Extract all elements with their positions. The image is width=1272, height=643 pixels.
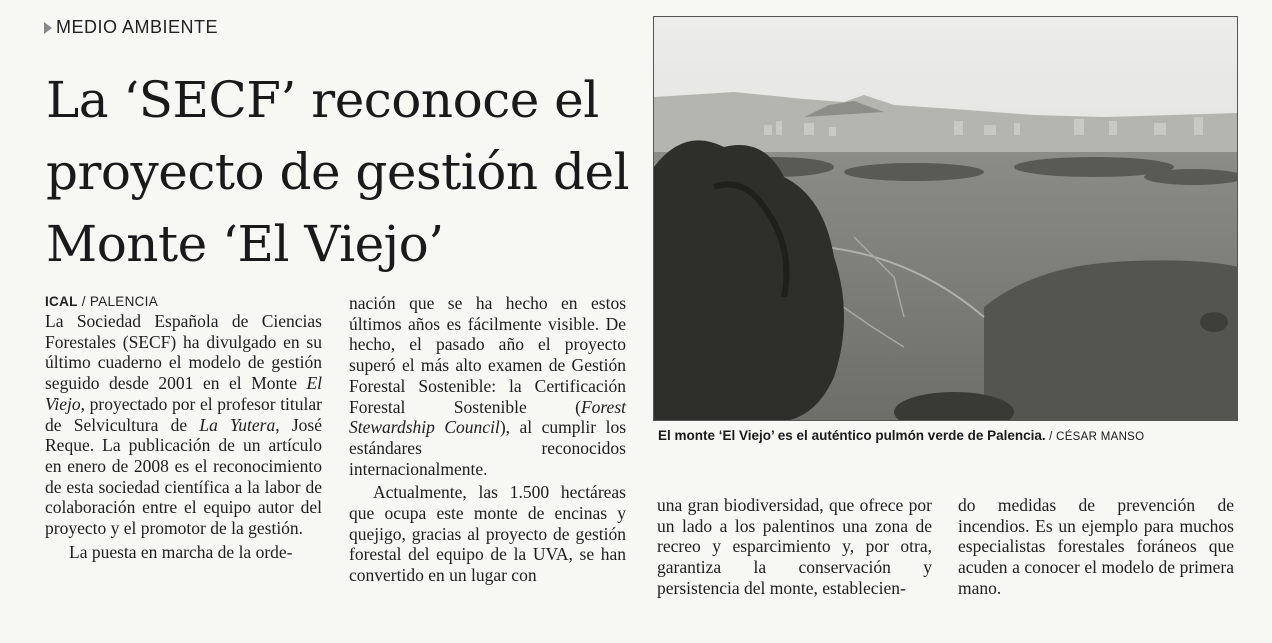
paragraph-4: Actualmente, las 1.500 hectáreas que ocupa este monte de encinas y quejigo, gracias al proyecto de gestión forestal del equipo de la UVA, se han convertido en un lugar con bbox=[349, 482, 626, 586]
paragraph-5: una gran biodiversidad, que ofrece por un lado a los palentinos una zona de recreo y esparcimiento y, por otra, garantiza la conservación y persistencia del monte, establecien- bbox=[657, 495, 932, 598]
article-column-2 bbox=[349, 293, 626, 586]
section-arrow-icon bbox=[44, 22, 52, 34]
photo-monte-el-viejo bbox=[653, 16, 1238, 421]
p3-text-a: nación que se ha hecho en estos últimos años es fácilmente visible. De hecho, el pasado año el proyecto superó el más alto examen de Gestión Forestal Sostenible: la Certificación Forestal Sostenible ( bbox=[349, 293, 626, 417]
article-column-4 bbox=[958, 495, 1234, 599]
byline-separator: / bbox=[77, 294, 90, 309]
byline-place: PALENCIA bbox=[89, 294, 159, 309]
photo-caption bbox=[658, 428, 1243, 443]
p1-italic-yutera: La Yutera bbox=[199, 414, 276, 435]
landscape-photo bbox=[654, 17, 1238, 421]
caption-text: El monte ‘El Viejo’ es el auténtico pulmón verde de Palencia. bbox=[658, 428, 1046, 443]
paragraph-3 bbox=[349, 293, 626, 479]
headline-line-2: proyecto de gestión del bbox=[46, 143, 630, 201]
section-label bbox=[44, 17, 218, 38]
paragraph-1 bbox=[45, 311, 322, 539]
p1-text-a: La Sociedad Española de Ciencias Forestales (SECF) ha divulgado en su último cuaderno el modelo de gestión seguido desde 2001 en el Monte bbox=[45, 311, 322, 394]
p1-text-c: , José Reque. La publicación de un artículo en enero de 2008 es el reconocimiento de esta sociedad científica a la labor de colaboración entre el equipo autor del proyecto y el promotor de la gestión. bbox=[45, 414, 322, 539]
headline bbox=[46, 64, 636, 280]
byline bbox=[45, 293, 322, 311]
p3-italic-fsc: Forest Stewardship Council bbox=[349, 396, 626, 438]
p1-italic-monte: El Viejo bbox=[45, 373, 322, 414]
p3-text-b: ), al cumplir los estándares reconocidos internacionalmente. bbox=[349, 417, 626, 479]
article-column-1 bbox=[45, 293, 322, 562]
article-column-3 bbox=[657, 495, 932, 599]
headline-line-1: La ‘SECF’ reconoce el bbox=[46, 71, 599, 129]
p1-text-b: , proyectado por el profesor titular de Selvicultura de bbox=[45, 393, 322, 435]
paragraph-6: do medidas de prevención de incendios. Es un ejemplo para muchos especialistas forestales foráneos que acuden a conocer el modelo de primera mano. bbox=[958, 495, 1234, 598]
byline-agency: ICAL bbox=[45, 294, 78, 309]
photo-credit: / CÉSAR MANSO bbox=[1045, 431, 1145, 443]
paragraph-2: La puesta en marcha de la orde- bbox=[69, 541, 293, 562]
headline-line-3: Monte ‘El Viejo’ bbox=[46, 215, 444, 273]
section-label-text: MEDIO AMBIENTE bbox=[56, 17, 219, 37]
